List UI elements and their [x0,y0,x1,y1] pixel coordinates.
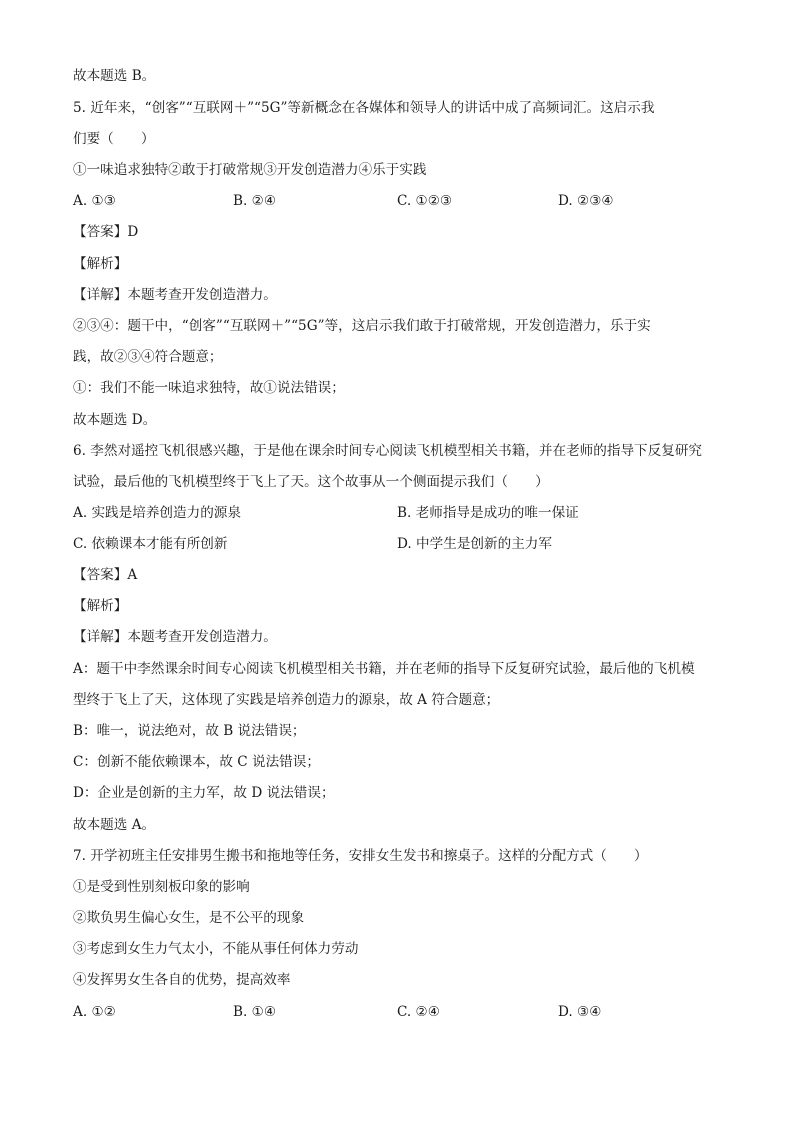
q7-statement-3: ③考虑到女生力气太小，不能从事任何体力劳动 [73,941,359,957]
q5-statements: ①一味追求独特②敢于打破常规③开发创造潜力④乐于实践 [73,162,427,178]
q7-statement-4: ④发挥男女生各自的优势，提高效率 [73,972,291,988]
q6-explain-a-line-1: A：题干中李然课余时间专心阅读飞机模型相关书籍，并在老师的指导下反复研究试验，最后他的飞机模 [73,661,695,677]
q6-stem-line-1: 6. 李然对遥控飞机很感兴趣，于是他在课余时间专心阅读飞机模型相关书籍，并在老师的指导下反复研究 [73,443,703,459]
q5-analysis-label: 【解析】 [73,256,128,272]
q6-answer: 【答案】A [73,567,138,583]
q5-option-d: D. ②③④ [558,193,614,209]
q5-explain-line-2: 践，故②③④符合题意； [73,349,223,365]
q7-stem: 7. 开学初班主任安排男生搬书和拖地等任务，安排女生发书和擦桌子。这样的分配方式（ ） [73,848,648,864]
q5-option-c: C. ①②③ [397,193,453,209]
q7-option-a: A. ①② [73,1004,116,1020]
q6-option-d: D. 中学生是创新的主力军 [397,536,552,552]
q7-statement-1: ①是受到性别刻板印象的影响 [73,879,250,895]
q6-conclusion: 故本题选 A。 [73,817,156,833]
q5-answer: 【答案】D [73,224,139,240]
q6-explain-c: C：创新不能依赖课本，故 C 说法错误； [73,754,320,770]
q6-explain-d: D：企业是创新的主力军，故 D 说法错误； [73,785,335,801]
q7-statement-2: ②欺负男生偏心女生，是不公平的现象 [73,910,305,926]
q6-analysis-label: 【解析】 [73,598,128,614]
q7-option-b: B. ①④ [233,1004,277,1020]
q5-stem-line-1: 5. 近年来，“创客”“互联网＋”“5G”等新概念在各媒体和领导人的讲话中成了高频词汇。这启示我 [73,100,655,116]
q6-explain-b: B：唯一，说法绝对，故 B 说法错误； [73,723,306,739]
q5-stem-line-2: 们要（ ） [73,131,155,147]
q5-explain-line-1: ②③④：题干中，“创客”“互联网＋”“5G”等，这启示我们敢于打破常规，开发创造潜力，乐于实 [73,318,651,334]
q5-option-a: A. ①③ [73,193,116,209]
q7-option-d: D. ③④ [558,1004,602,1020]
q6-detail: 【详解】本题考查开发创造潜力。 [73,629,277,645]
q6-option-a: A. 实践是培养创造力的源泉 [73,505,241,521]
q5-option-b: B. ②④ [233,193,277,209]
q6-stem-line-2: 试验，最后他的飞机模型终于飞上了天。这个故事从一个侧面提示我们（ ） [73,474,549,490]
q6-explain-a-line-2: 型终于飞上了天，这体现了实践是培养创造力的源泉，故 A 符合题意； [73,692,500,708]
q6-option-c: C. 依赖课本才能有所创新 [73,536,228,552]
q5-detail: 【详解】本题考查开发创造潜力。 [73,287,277,303]
prev-conclusion: 故本题选 B。 [73,68,156,84]
q7-option-c: C. ②④ [397,1004,440,1020]
q5-conclusion: 故本题选 D。 [73,412,157,428]
q5-explain-line-3: ①：我们不能一味追求独特，故①说法错误； [73,380,345,396]
q6-option-b: B. 老师指导是成功的唯一保证 [397,505,579,521]
